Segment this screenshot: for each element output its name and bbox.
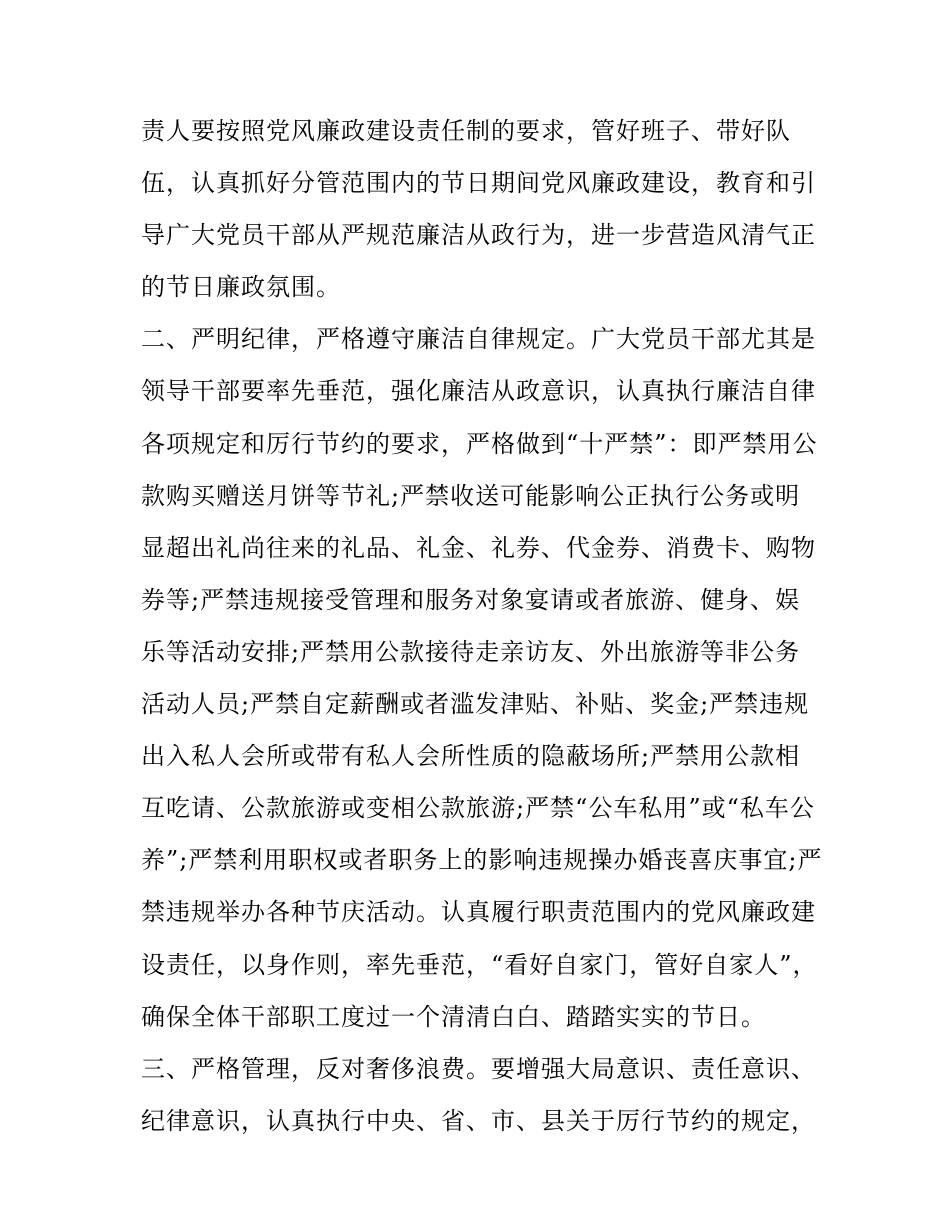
text-line: 导广大党员干部从严规范廉洁从政行为，进一步营造风清气正 xyxy=(141,221,816,250)
text-line: 互吃请、公款旅游或变相公款旅游;严禁“公车私用”或“私车公 xyxy=(141,794,815,823)
text-line: 禁违规举办各种节庆活动。认真履行职责范围内的党风廉政建 xyxy=(141,898,816,927)
text-line: 养”;严禁利用职权或者职务上的影响违规操办婚丧喜庆事宜;严 xyxy=(141,846,823,875)
text-line: 显超出礼尚往来的礼品、礼金、礼券、代金券、消费卡、购物 xyxy=(141,533,816,562)
text-line: 出入私人会所或带有私人会所性质的隐蔽场所;严禁用公款相 xyxy=(141,742,801,771)
body-text xyxy=(141,105,821,1147)
text-line: 乐等活动安排;严禁用公款接待走亲访友、外出旅游等非公务 xyxy=(141,637,801,666)
text-line: 三、严格管理，反对奢侈浪费。要增强大局意识、责任意识、 xyxy=(141,1054,816,1083)
text-line: 各项规定和厉行节约的要求，严格做到“十严禁”：即严禁用公 xyxy=(141,429,818,458)
text-line: 确保全体干部职工度过一个清清白白、踏踏实实的节日。 xyxy=(141,1002,766,1031)
text-line: 二、严明纪律，严格遵守廉洁自律规定。广大党员干部尤其是 xyxy=(141,325,816,354)
text-line: 领导干部要率先垂范，强化廉洁从政意识，认真执行廉洁自律 xyxy=(141,377,816,406)
text-line: 设责任，以身作则，率先垂范，“看好自家门，管好自家人”， xyxy=(141,950,818,979)
text-line: 纪律意识，认真执行中央、省、市、县关于厉行节约的规定， xyxy=(141,1106,816,1135)
text-line: 的节日廉政氛围。 xyxy=(141,273,341,302)
text-line: 责人要按照党风廉政建设责任制的要求，管好班子、带好队 xyxy=(141,117,791,145)
text-line: 活动人员;严禁自定薪酬或者滥发津贴、补贴、奖金;严禁违规 xyxy=(141,690,810,719)
text-line: 款购买赠送月饼等节礼;严禁收送可能影响公正执行公务或明 xyxy=(141,481,801,510)
text-line: 伍，认真抓好分管范围内的节日期间党风廉政建设，教育和引 xyxy=(141,169,816,198)
text-line: 券等;严禁违规接受管理和服务对象宴请或者旅游、健身、娱 xyxy=(141,585,801,614)
